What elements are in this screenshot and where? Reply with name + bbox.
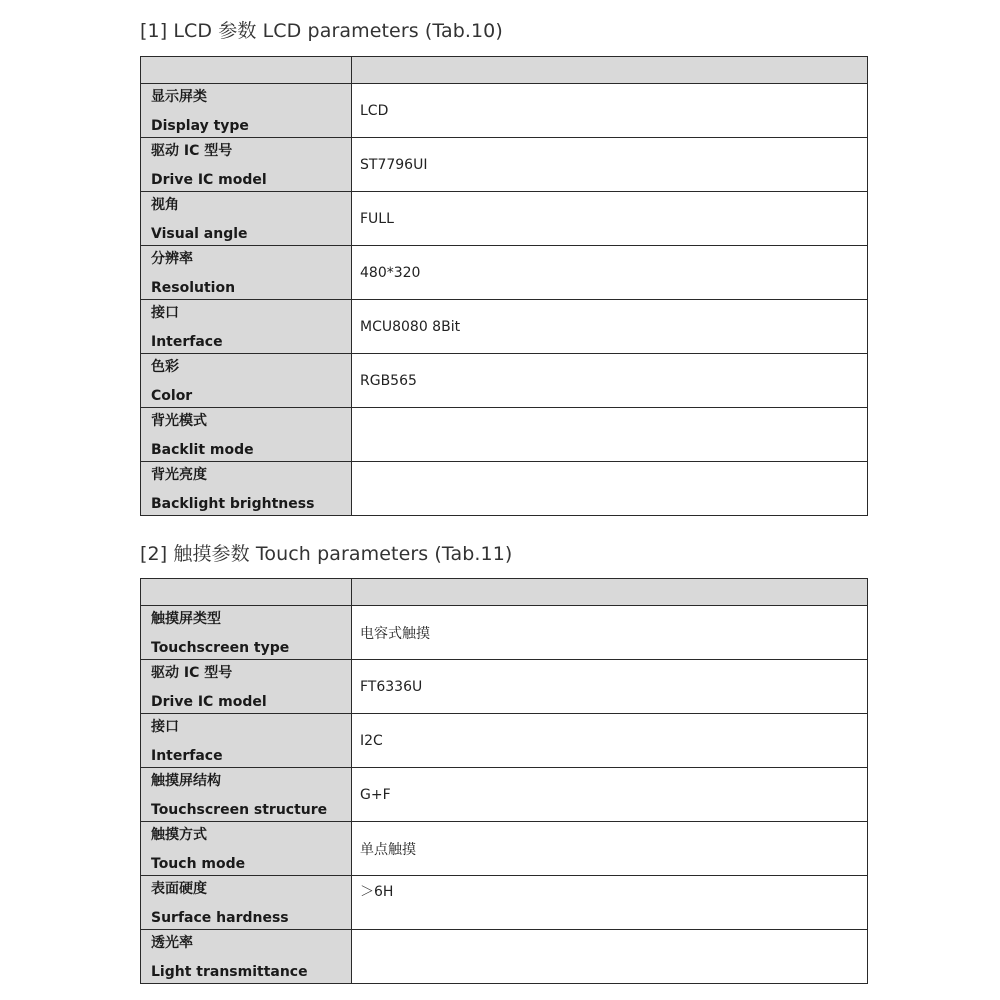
param-value: G+F [360, 786, 391, 803]
param-label-zh: 触摸方式 [151, 827, 207, 843]
param-label-en: Touchscreen structure [151, 802, 328, 818]
param-value: I2C [360, 732, 383, 749]
param-label-en: Touch mode [151, 856, 246, 872]
param-value-cell [352, 246, 868, 300]
param-label-en: Interface [151, 334, 223, 350]
param-label-zh: 透光率 [151, 935, 193, 951]
touch-parameters-table [140, 578, 868, 984]
table-row [141, 300, 868, 354]
param-label-en: Resolution [151, 280, 236, 296]
param-label-zh: 接口 [151, 305, 179, 321]
param-label-cell [141, 876, 352, 930]
param-label-zh: 驱动 IC 型号 [151, 665, 233, 681]
param-label-en: Backlight brightness [151, 496, 315, 512]
param-value [352, 408, 867, 461]
param-label-cell [141, 300, 352, 354]
table-row [141, 408, 868, 462]
param-value: MCU8080 8Bit [360, 318, 461, 335]
param-value-cell [352, 84, 868, 138]
param-value [352, 462, 867, 515]
header-cell [352, 57, 868, 84]
param-label-en: Touchscreen type [151, 640, 290, 656]
param-value-cell [352, 192, 868, 246]
param-value-cell [352, 876, 868, 930]
param-label-en: Visual angle [151, 226, 248, 242]
param-value [352, 930, 867, 983]
param-label-cell [141, 822, 352, 876]
param-label-cell [141, 660, 352, 714]
param-label-cell [141, 138, 352, 192]
param-label-zh: 分辨率 [151, 251, 193, 267]
param-value-cell [352, 714, 868, 768]
table-row [141, 84, 868, 138]
param-value-cell [352, 930, 868, 984]
header-cell [141, 579, 352, 606]
lcd-section-title: [1] LCD 参数 LCD parameters (Tab.10) [140, 20, 503, 42]
param-label-cell [141, 246, 352, 300]
param-value: LCD [360, 102, 389, 119]
lcd-parameters-table [140, 56, 868, 516]
param-value: 480*320 [360, 264, 421, 281]
touch-section-title: [2] 触摸参数 Touch parameters (Tab.11) [140, 543, 513, 565]
param-label-zh: 背光模式 [151, 413, 207, 429]
param-value-cell [352, 660, 868, 714]
table-row [141, 822, 868, 876]
table-row [141, 714, 868, 768]
header-cell [141, 57, 352, 84]
param-label-cell [141, 714, 352, 768]
param-value-cell [352, 462, 868, 516]
param-label-zh: 背光亮度 [151, 467, 207, 483]
table-row [141, 192, 868, 246]
param-value: FULL [360, 210, 394, 227]
param-value-cell [352, 606, 868, 660]
param-label-zh: 驱动 IC 型号 [151, 143, 233, 159]
table-row [141, 876, 868, 930]
table-row [141, 768, 868, 822]
param-label-en: Drive IC model [151, 694, 267, 710]
table-row [141, 606, 868, 660]
param-label-en: Display type [151, 118, 249, 134]
param-label-cell [141, 768, 352, 822]
param-value-cell [352, 354, 868, 408]
param-label-zh: 触摸屏结构 [151, 773, 221, 789]
table-row [141, 930, 868, 984]
param-label-en: Interface [151, 748, 223, 764]
table-row [141, 138, 868, 192]
param-label-en: Light transmittance [151, 964, 308, 980]
param-value: ＞6H [360, 884, 394, 900]
param-label-zh: 显示屏类 [151, 89, 207, 105]
param-label-zh: 色彩 [151, 359, 179, 375]
table-header-row [141, 579, 868, 606]
param-value-cell [352, 300, 868, 354]
param-label-zh: 表面硬度 [151, 881, 207, 897]
header-cell [352, 579, 868, 606]
param-label-en: Surface hardness [151, 910, 289, 926]
param-value: FT6336U [360, 678, 423, 695]
param-value-cell [352, 768, 868, 822]
param-label-cell [141, 192, 352, 246]
param-label-cell [141, 408, 352, 462]
param-value-cell [352, 408, 868, 462]
param-value: 电容式触摸 [360, 625, 430, 642]
param-value: 单点触摸 [360, 841, 416, 858]
param-label-zh: 视角 [151, 197, 179, 213]
param-label-en: Backlit mode [151, 442, 254, 458]
param-label-en: Drive IC model [151, 172, 267, 188]
param-label-cell [141, 930, 352, 984]
param-label-zh: 触摸屏类型 [151, 611, 221, 627]
param-label-cell [141, 84, 352, 138]
param-value: ST7796UI [360, 156, 428, 173]
table-row [141, 462, 868, 516]
table-row [141, 246, 868, 300]
param-value-cell [352, 138, 868, 192]
table-row [141, 660, 868, 714]
param-label-zh: 接口 [151, 719, 179, 735]
param-value: RGB565 [360, 372, 417, 389]
param-label-cell [141, 462, 352, 516]
table-row [141, 354, 868, 408]
table-header-row [141, 57, 868, 84]
param-label-en: Color [151, 388, 193, 404]
param-label-cell [141, 606, 352, 660]
param-label-cell [141, 354, 352, 408]
param-value-cell [352, 822, 868, 876]
